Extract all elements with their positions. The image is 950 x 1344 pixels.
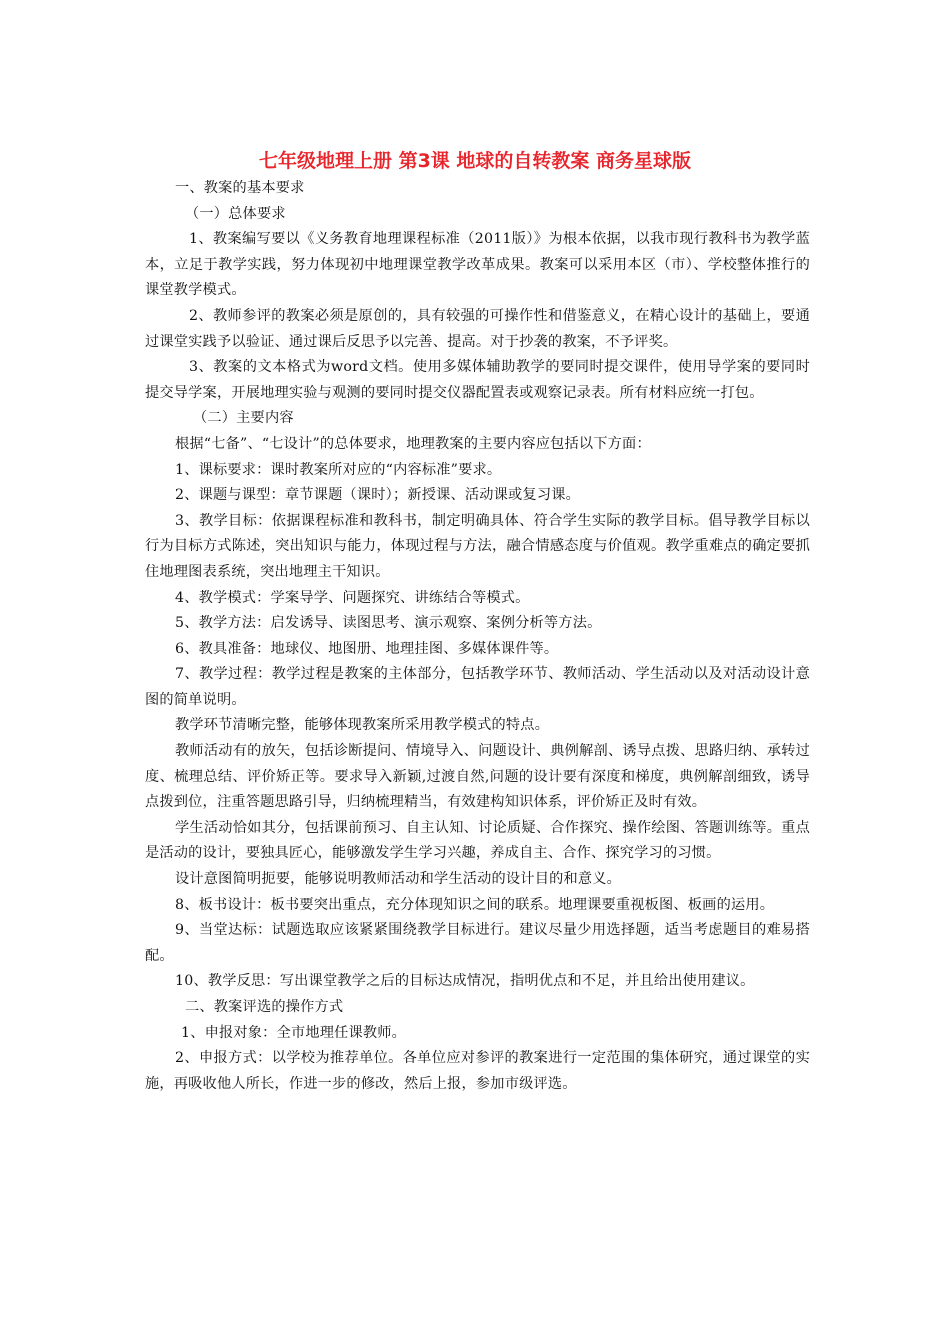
operation-item-2: 2、申报方式：以学校为推荐单位。各单位应对参评的教案进行一定范围的集体研究，通过课堂的实施，再吸收他人所长，作进一步的修改，然后上报，参加市级评选。 (145, 1050, 810, 1092)
content-item: 6、教具准备：地球仪、地图册、地理挂图、多媒体课件等。 (175, 640, 559, 657)
subsection-heading-main-content: （二）主要内容 (193, 410, 294, 427)
content-item: 9、当堂达标：试题选取应该紧紧围绕教学目标进行。建议尽量少用选择题，适当考虑题目的难易搭配。 (145, 922, 810, 964)
content-item: 学生活动恰如其分，包括课前预习、自主认知、讨论质疑、合作探究、操作绘图、答题训练等。重点是活动的设计，要独具匠心，能够激发学生学习兴趣，养成自主、合作、探究学习的习惯。 (145, 819, 810, 862)
requirement-3: 3、教案的文本格式为word文档。使用多媒体辅助教学的要同时提交课件，使用导学案的要同时提交导学案，开展地理实验与观测的要同时提交仪器配置表或观察记录表。所有材料应统一打包。 (145, 359, 810, 401)
operation-item-1: 1、申报对象：全市地理任课教师。 (181, 1024, 407, 1041)
content-intro: 根据“七备”、“七设计”的总体要求，地理教案的主要内容应包括以下方面： (175, 435, 651, 452)
content-item: 教学环节清晰完整，能够体现教案所采用教学模式的特点。 (175, 717, 550, 734)
document-title: 七年级地理上册 第3课 地球的自转教案 商务星球版 (258, 150, 692, 172)
content-item: 3、教学目标：依据课程标准和教科书，制定明确具体、符合学生实际的教学目标。倡导教学目标以行为目标方式陈述，突出知识与能力，体现过程与方法，融合情感态度与价值观。教学重难点的确定要抓住地理图表系统，突出地理主干知识。 (145, 512, 810, 580)
requirement-1: 1、教案编写要以《义务教育地理课程标准（2011版）》为根本依据，以我市现行教科书为教学蓝本，立足于教学实践，努力体现初中地理课堂教学改革成果。教案可以采用本区（市）、学校整体推行的课堂教学模式。 (145, 231, 810, 299)
subsection-heading-overall: （一）总体要求 (185, 205, 286, 222)
content-item: 设计意图简明扼要，能够说明教师活动和学生活动的设计目的和意义。 (175, 871, 622, 888)
content-item: 10、教学反思：写出课堂教学之后的目标达成情况，指明优点和不足，并且给出使用建议。 (175, 973, 755, 990)
content-item: 5、教学方法：启发诱导、读图思考、演示观察、案例分析等方法。 (175, 615, 602, 632)
requirement-2: 2、教师参评的教案必须是原创的，具有较强的可操作性和借鉴意义，在精心设计的基础上，要通过课堂实践予以验证、通过课后反思予以完善、提高。对于抄袭的教案，不予评奖。 (145, 307, 810, 350)
document-body (145, 176, 810, 1097)
content-item: 1、课标要求：课时教案所对应的“内容标准”要求。 (175, 461, 502, 478)
section-heading-operation: 二、教案评选的操作方式 (185, 999, 344, 1015)
section-heading-basic-requirements: 一、教案的基本要求 (175, 180, 305, 196)
content-item: 8、板书设计：板书要突出重点，充分体现知识之间的联系。地理课要重视板图、板画的运用。 (175, 896, 775, 913)
content-item: 2、课题与课型：章节课题（课时）；新授课、活动课或复习课。 (175, 487, 580, 504)
content-item: 教师活动有的放矢，包括诊断提问、情境导入、问题设计、典例解剖、诱导点拨、思路归纳、承转过度、梳理总结、评价矫正等。要求导入新颖,过渡自然,问题的设计要有深度和梯度，典例解剖细致，诱导点拨到位，注重答题思路引导，归纳梳理精当，有效建构知识体系，评价矫正及时有效。 (145, 743, 810, 811)
content-item: 7、教学过程：教学过程是教案的主体部分，包括教学环节、教师活动、学生活动以及对活动设计意图的简单说明。 (145, 666, 810, 708)
content-item: 4、教学模式：学案导学、问题探究、讲练结合等模式。 (175, 589, 530, 606)
